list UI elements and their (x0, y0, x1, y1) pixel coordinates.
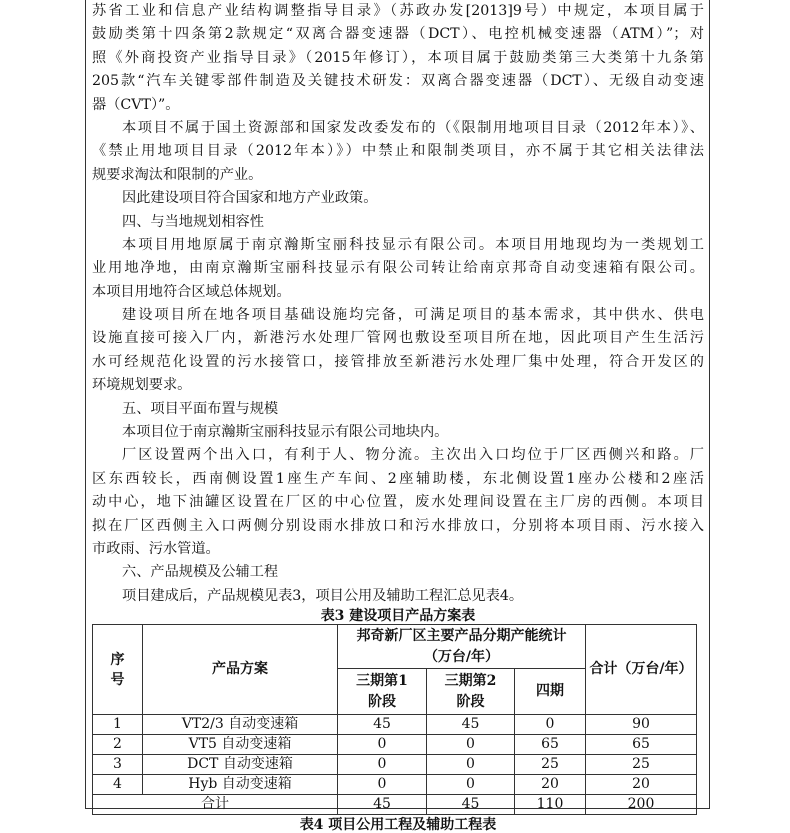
paragraph-h4 (92, 211, 704, 234)
table-sum-row (93, 795, 697, 815)
paragraph-p6 (92, 421, 704, 444)
header-phase4: 四期 (515, 669, 586, 715)
cell-plan: DCT 自动变速箱 (143, 755, 338, 775)
text-line: 拟在厂区西侧主入口两侧分别设雨水排放口和污水排放口，分别将本项目雨、污水接入 (92, 517, 704, 534)
sum-phase3-stage2: 45 (427, 795, 515, 815)
cell-total: 20 (586, 775, 697, 795)
text-line: 本项目用地符合区域总体规划。 (92, 283, 291, 300)
paragraph-p7 (92, 444, 704, 561)
table-row (93, 735, 697, 755)
table-row (93, 715, 697, 735)
cell-no: 1 (93, 715, 143, 735)
sum-total: 200 (586, 795, 697, 815)
text-line: 建设项目所在地各项目基础设施均完备，可满足项目的基本需求，其中供水、供电 (122, 307, 704, 324)
cell-no: 2 (93, 735, 143, 755)
paragraphs (92, 0, 704, 608)
text-line: 设施直接可接入厂内，新港污水处理厂管网也敷设至项目所在地，因此项目产生生活污 (92, 330, 704, 347)
cell-phase4: 0 (515, 715, 586, 735)
header-plan: 产品方案 (143, 625, 338, 715)
paragraph-h6 (92, 561, 704, 584)
cell-phase3-stage2: 0 (427, 775, 515, 795)
header-phase3-stage1: 三期第1阶段 (338, 669, 427, 715)
text-line: 照《外商投资产业指导目录》（2015年修订），本项目属于鼓励类第三大类第十九条第 (92, 49, 704, 66)
paragraph-p4 (92, 234, 704, 304)
paragraph-p5 (92, 304, 704, 398)
paragraph-h5 (92, 398, 704, 421)
product-plan-table (92, 624, 697, 815)
paragraph-p1 (92, 0, 704, 117)
cell-phase3-stage1: 0 (338, 755, 427, 775)
text-line: 厂区设置两个出入口，有利于人、物分流。主次出入口均位于厂区西侧兴和路。厂 (122, 447, 704, 464)
header-total: 合计（万台/年） (586, 625, 697, 715)
text-line: 因此建设项目符合国家和地方产业政策。 (122, 190, 378, 207)
table4-caption: 表4 项目公用工程及辅助工程表 (299, 817, 497, 833)
header-group: 邦奇新厂区主要产品分期产能统计（万台/年） (338, 625, 586, 669)
text-line: 苏省工业和信息产业结构调整指导目录》（苏政办发[2013]9号）中规定，本项目属于 (92, 3, 704, 19)
cell-total: 65 (586, 735, 697, 755)
text-line: 本项目不属于国土资源部和国家发改委发布的（《限制用地项目目录（2012年本）》、 (122, 119, 704, 136)
text-line: 业用地净地，由南京瀚斯宝丽科技显示有限公司转让给南京邦奇自动变速箱有限公司。 (92, 260, 704, 277)
header-phase3-stage2: 三期第2阶段 (427, 669, 515, 715)
text-line: 规要求淘汰和限制的产业。 (92, 166, 263, 183)
cell-phase4: 20 (515, 775, 586, 795)
cell-no: 4 (93, 775, 143, 795)
cell-plan: VT5 自动变速箱 (143, 735, 338, 755)
paragraph-p2 (92, 117, 704, 187)
cell-total: 25 (586, 755, 697, 775)
sum-label: 合计 (93, 795, 338, 815)
cell-plan: VT2/3 自动变速箱 (143, 715, 338, 735)
cell-phase3-stage2: 0 (427, 755, 515, 775)
document-body (92, 0, 704, 833)
text-line: 区东西较长，西南侧设置1座生产车间、2座辅助楼，东北侧设置1座办公楼和2座活 (92, 470, 704, 487)
cell-no: 3 (93, 755, 143, 775)
cell-phase3-stage2: 45 (427, 715, 515, 735)
sum-phase3-stage1: 45 (338, 795, 427, 815)
text-line: 环境规划要求。 (92, 377, 192, 394)
text-line: 器（CVT）”。 (92, 96, 180, 113)
cell-plan: Hyb 自动变速箱 (143, 775, 338, 795)
text-line: 动中心，地下油罐区设置在厂区的中心位置，废水处理间设置在主厂房的西侧。本项目 (92, 494, 704, 511)
text-line: 205款“汽车关键零部件制造及关键技术研发：双离合器变速器（DCT）、无级自动变速 (92, 73, 704, 90)
cell-phase3-stage1: 0 (338, 735, 427, 755)
cell-phase3-stage1: 45 (338, 715, 427, 735)
cell-phase3-stage1: 0 (338, 775, 427, 795)
text-line: 六、产品规模及公辅工程 (122, 564, 279, 581)
cell-phase3-stage2: 0 (427, 735, 515, 755)
paragraph-p8 (92, 585, 704, 608)
text-line: 鼓励类第十四条第2款规定“双离合器变速器（DCT）、电控机械变速器（ATM）”；对 (92, 26, 704, 43)
header-no: 序号 (93, 625, 143, 715)
sum-phase4: 110 (515, 795, 586, 815)
table-row (93, 775, 697, 795)
paragraph-p3 (92, 187, 704, 210)
text-line: 水可经规范化设置的污水接管口，接管排放至新港污水处理厂集中处理，符合开发区的 (92, 353, 704, 370)
text-line: 四、与当地规划相容性 (122, 213, 264, 230)
table-row (93, 755, 697, 775)
cell-phase4: 65 (515, 735, 586, 755)
text-line: 五、项目平面布置与规模 (122, 400, 279, 417)
table3-caption: 表3 建设项目产品方案表 (320, 608, 476, 625)
text-line: 本项目用地原属于南京瀚斯宝丽科技显示有限公司。本项目用地现均为一类规划工 (122, 236, 704, 253)
text-line: 项目建成后，产品规模见表3，项目公用及辅助工程汇总见表4。 (122, 587, 524, 604)
cell-phase4: 25 (515, 755, 586, 775)
text-line: 《禁止用地项目目录（2012年本）》）中禁止和限制类项目，亦不属于其它相关法律法 (92, 143, 704, 160)
text-line: 市政雨、污水管道。 (92, 540, 220, 557)
text-line: 本项目位于南京瀚斯宝丽科技显示有限公司地块内。 (122, 424, 449, 441)
cell-total: 90 (586, 715, 697, 735)
